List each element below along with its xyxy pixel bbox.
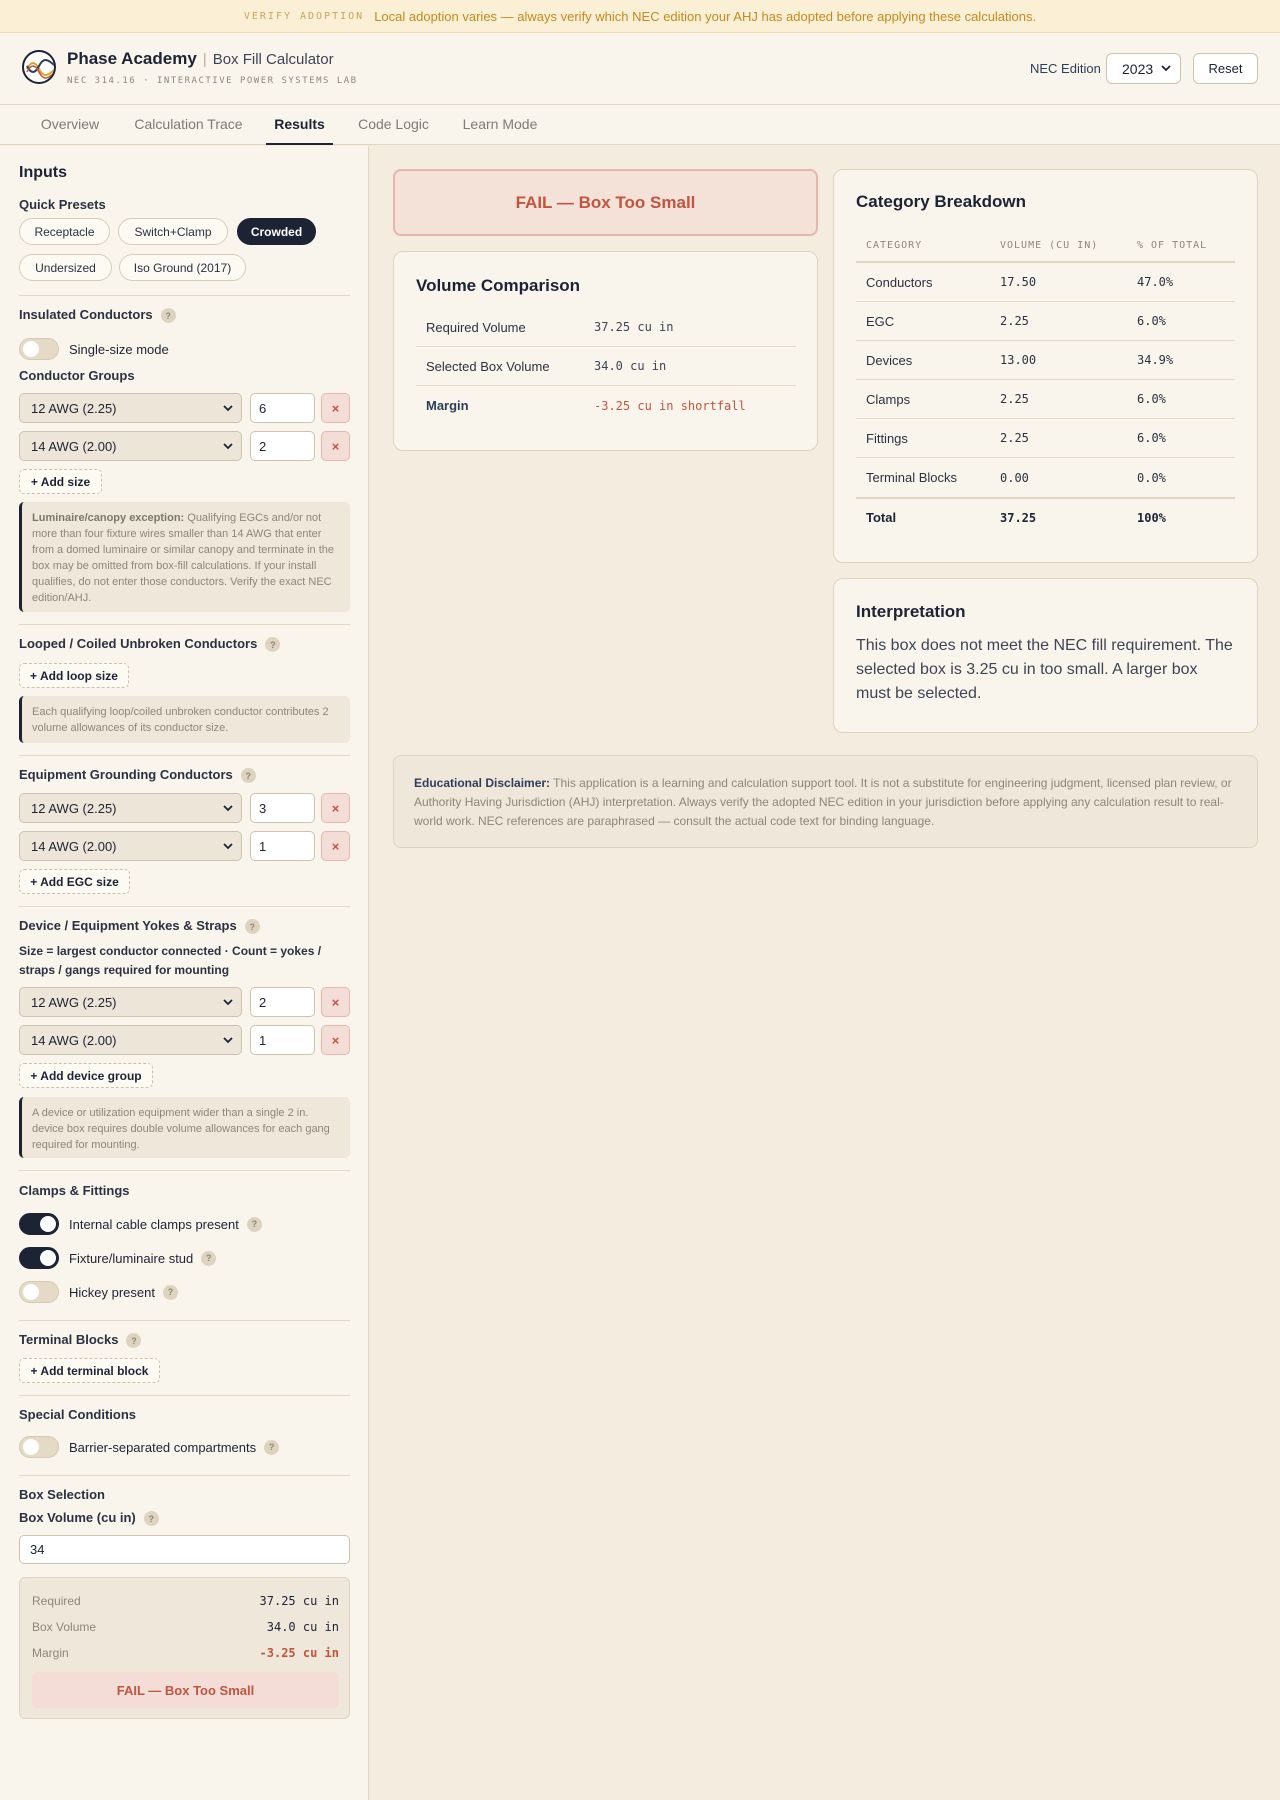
divider (19, 755, 350, 756)
summary-status-badge: FAIL — Box Too Small (32, 1672, 339, 1708)
divider (19, 1475, 350, 1476)
remove-row-button[interactable]: × (321, 987, 350, 1017)
device-qty-input[interactable]: 2 (250, 987, 315, 1017)
divider (19, 1170, 350, 1171)
interpretation-card (833, 578, 1258, 733)
help-icon[interactable]: ? (265, 637, 280, 652)
remove-row-button[interactable]: × (321, 1025, 350, 1055)
edition-select[interactable] (1106, 53, 1181, 84)
help-icon[interactable]: ? (126, 1333, 141, 1348)
chevron-down-icon (223, 1037, 233, 1044)
tab-bar (0, 105, 1280, 145)
interpretation-title: Interpretation (856, 602, 966, 621)
devices-note: A device or utilization equipment wider than a single 2 in. device box requires double volume allowances for each gang required for mounting. (19, 1097, 350, 1158)
help-icon[interactable]: ? (245, 919, 260, 934)
tab-code-logic[interactable]: Code Logic (358, 116, 429, 132)
egc-qty-input[interactable]: 1 (250, 831, 315, 861)
conductor-qty-input[interactable]: 6 (250, 393, 315, 423)
category-breakdown-title: Category Breakdown (856, 192, 1027, 211)
devices-hint: Size = largest conductor connected · Count = yokes / straps / gangs required for mounting (19, 944, 322, 977)
phase-wave-logo-icon (22, 50, 56, 84)
box-volume-input[interactable]: 34 (19, 1535, 350, 1564)
clamps-fittings-label: Clamps & Fittings (19, 1183, 130, 1198)
remove-row-button[interactable]: × (321, 793, 350, 823)
brand-name: Phase Academy (67, 49, 197, 68)
remove-row-button[interactable]: × (321, 393, 350, 423)
conductor-groups-label: Conductor Groups (19, 368, 135, 383)
educational-disclaimer: Educational Disclaimer: This application is a learning and calculation support tool. It is not a substitute for engineering judgment, licensed plan review, or Authority Having Jurisdiction (AHJ) interpretation. Always verify the adopted NEC edition in your jurisdiction before applying any calculation result to real-world work. NEC references are paraphrased — consult the actual code text for binding language. (393, 755, 1258, 848)
remove-row-button[interactable]: × (321, 431, 350, 461)
reset-button[interactable]: Reset (1193, 53, 1258, 84)
table-row: Fittings 2.25 6.0% (856, 419, 1235, 458)
egc-size-select[interactable]: 14 AWG (2.00) (19, 831, 242, 861)
preset-undersized[interactable]: Undersized (19, 254, 112, 281)
egc-label: Equipment Grounding Conductors ? (19, 767, 256, 783)
summary-box-volume: Box Volume 34.0 cu in (32, 1620, 339, 1634)
quick-presets-label: Quick Presets (19, 197, 106, 212)
special-conditions-label: Special Conditions (19, 1407, 137, 1422)
egc-qty-input[interactable]: 3 (250, 793, 315, 823)
add-terminal-block-button[interactable]: + Add terminal block (19, 1358, 160, 1383)
help-icon[interactable]: ? (264, 1440, 279, 1455)
single-size-toggle[interactable] (19, 338, 59, 360)
brand-separator: | (202, 51, 207, 68)
preset-switch-clamp[interactable]: Switch+Clamp (118, 218, 228, 245)
divider (19, 295, 350, 296)
preset-crowded[interactable]: Crowded (237, 218, 316, 245)
app-subtitle: NEC 314.16 · INTERACTIVE POWER SYSTEMS LAB (67, 76, 358, 86)
add-loop-size-button[interactable]: + Add loop size (19, 663, 129, 688)
barrier-label: Barrier-separated compartments ? (69, 1437, 279, 1457)
hickey-label: Hickey present ? (69, 1282, 178, 1302)
fill-summary (19, 1577, 350, 1719)
divider (19, 1395, 350, 1396)
help-icon[interactable]: ? (144, 1511, 159, 1526)
conductor-qty-input[interactable]: 2 (250, 431, 315, 461)
edition-value: 2023 (1122, 60, 1154, 77)
volume-comparison-card (393, 251, 818, 451)
help-icon[interactable]: ? (163, 1285, 178, 1300)
devices-label: Device / Equipment Yokes & Straps ? (19, 918, 260, 934)
chevron-down-icon (1161, 65, 1171, 72)
add-device-group-button[interactable]: + Add device group (19, 1063, 153, 1088)
tab-results[interactable]: Results (266, 105, 333, 145)
chevron-down-icon (223, 405, 233, 412)
add-egc-size-button[interactable]: + Add EGC size (19, 869, 130, 894)
summary-margin: Margin -3.25 cu in (32, 1646, 339, 1660)
brand (67, 49, 334, 69)
device-size-select[interactable]: 12 AWG (2.25) (19, 987, 242, 1017)
chevron-down-icon (223, 805, 233, 812)
barrier-toggle[interactable] (19, 1436, 59, 1458)
tab-learn-mode[interactable]: Learn Mode (462, 116, 538, 132)
preset-iso-ground-2017[interactable]: Iso Ground (2017) (119, 254, 246, 281)
help-icon[interactable]: ? (241, 768, 256, 783)
table-row: Clamps 2.25 6.0% (856, 380, 1235, 419)
divider (19, 906, 350, 907)
chevron-down-icon (223, 443, 233, 450)
table-row: Devices 13.00 34.9% (856, 341, 1235, 380)
chevron-down-icon (223, 999, 233, 1006)
egc-size-select[interactable]: 12 AWG (2.25) (19, 793, 242, 823)
app-header (0, 33, 1280, 105)
hickey-toggle[interactable] (19, 1281, 59, 1303)
tab-overview[interactable]: Overview (40, 116, 100, 132)
banner-tag: VERIFY ADOPTION (243, 10, 365, 22)
luminaire-exception-note: Luminaire/canopy exception: Qualifying EGCs and/or not more than four fixture wires smaller than 14 AWG that enter from a domed luminaire or similar canopy and terminate in the box may be omitted from box-fill calculations. If your install qualifies, do not enter those conductors. Verify the exact NEC edition/AHJ. (19, 502, 350, 612)
conductor-size-select[interactable]: 12 AWG (2.25) (19, 393, 242, 423)
margin-row: Margin -3.25 cu in shortfall (426, 398, 746, 413)
table-row: EGC 2.25 6.0% (856, 302, 1235, 341)
summary-required: Required 37.25 cu in (32, 1594, 339, 1608)
volume-comparison-title: Volume Comparison (416, 276, 581, 295)
divider (19, 624, 350, 625)
looped-note: Each qualifying loop/coiled unbroken conductor contributes 2 volume allowances of its conductor size. (19, 696, 350, 743)
app-title: Box Fill Calculator (212, 51, 334, 68)
category-breakdown-card (833, 169, 1258, 563)
chevron-down-icon (223, 843, 233, 850)
inputs-sidebar (0, 146, 369, 1800)
terminal-blocks-label: Terminal Blocks ? (19, 1332, 141, 1348)
luminaire-stud-label: Fixture/luminaire stud ? (69, 1248, 216, 1268)
box-volume-label: Box Volume (cu in) ? (19, 1510, 159, 1526)
add-size-button[interactable]: + Add size (19, 469, 102, 494)
table-row: Terminal Blocks 0.00 0.0% (866, 470, 1166, 485)
single-size-label: Single-size mode (69, 341, 169, 357)
adoption-banner (0, 0, 1280, 33)
breakdown-table-header: CATEGORY VOLUME (CU IN) % OF TOTAL (856, 229, 1235, 263)
luminaire-stud-toggle[interactable] (19, 1247, 59, 1269)
table-row: Conductors 17.50 47.0% (856, 263, 1235, 302)
device-size-select[interactable]: 14 AWG (2.00) (19, 1025, 242, 1055)
edition-label: NEC Edition (1030, 61, 1101, 76)
tab-calculation-trace[interactable]: Calculation Trace (134, 116, 243, 132)
cable-clamps-label: Internal cable clamps present ? (69, 1214, 262, 1234)
divider (19, 1320, 350, 1321)
table-total-row: Total 37.25 100% (856, 497, 1235, 536)
remove-row-button[interactable]: × (321, 831, 350, 861)
selected-box-volume-row: Selected Box Volume 34.0 cu in (416, 347, 796, 386)
conductor-size-select[interactable]: 14 AWG (2.00) (19, 431, 242, 461)
interpretation-text: This box does not meet the NEC fill requirement. The selected box is 3.25 cu in too small. A larger box must be selected. (856, 637, 1233, 702)
help-icon[interactable]: ? (201, 1251, 216, 1266)
preset-receptacle[interactable]: Receptacle (19, 218, 110, 245)
insulated-conductors-label: Insulated Conductors ? (19, 307, 176, 323)
result-status-banner: FAIL — Box Too Small (393, 169, 818, 236)
looped-conductors-label: Looped / Coiled Unbroken Conductors ? (19, 636, 280, 652)
help-icon[interactable]: ? (247, 1217, 262, 1232)
required-volume-row: Required Volume 37.25 cu in (416, 308, 796, 347)
box-selection-label: Box Selection (19, 1487, 105, 1502)
help-icon[interactable]: ? (161, 308, 176, 323)
inputs-heading: Inputs (19, 164, 67, 181)
device-qty-input[interactable]: 1 (250, 1025, 315, 1055)
cable-clamps-toggle[interactable] (19, 1213, 59, 1235)
banner-message: Local adoption varies — always verify which NEC edition your AHJ has adopted before applying these calculations. (374, 8, 1037, 24)
